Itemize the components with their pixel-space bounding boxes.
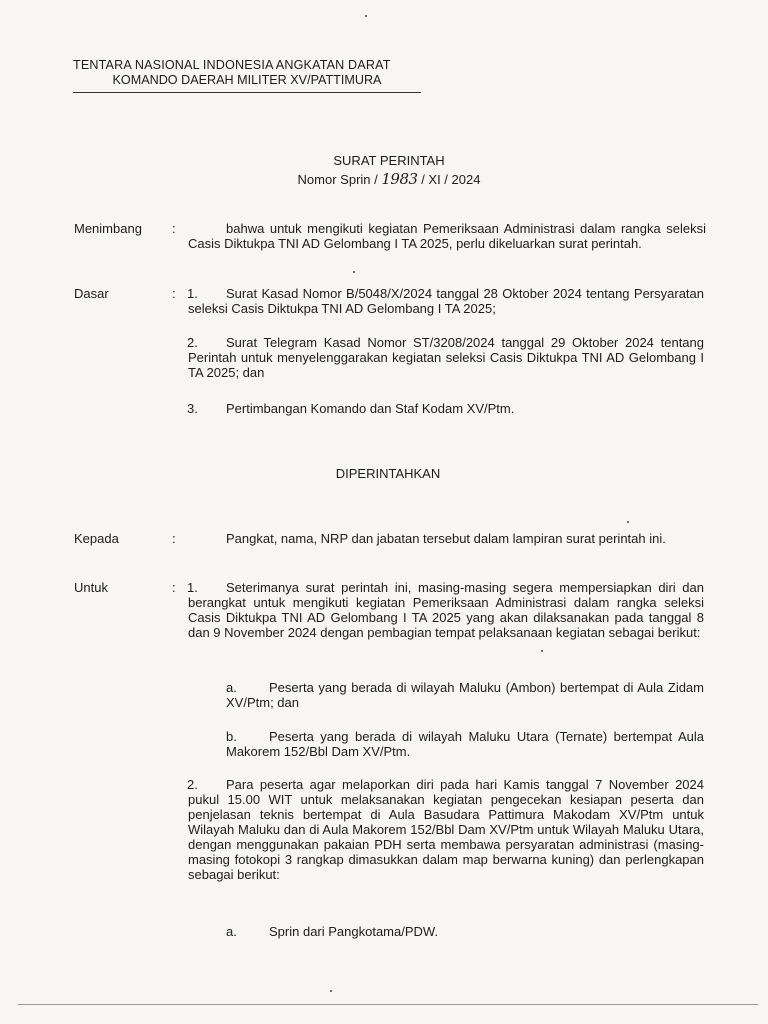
untuk-item-2-sub-a-letter: a. bbox=[226, 924, 237, 939]
untuk-item-1-sub-b-text: Peserta yang berada di wilayah Maluku Utara (Ternate) bertempat Aula Makorem 152/Bbl Dam XV/Ptm. bbox=[226, 729, 704, 759]
untuk-item-1-text: Seterimanya surat perintah ini, masing-masing segera mempersiapkan diri dan berangkat untuk mengikuti kegiatan Pemeriksaan Administrasi dalam rangka seleksi Casis Diktukpa TNI AD Gelombang I TA 2025 yang akan dilaksanakan pada tanggal 8 dan 9 November 2024 dengan pembagian tempat pelaksanaan kegiatan sebagai berikut: bbox=[188, 580, 704, 640]
document-title: SURAT PERINTAH bbox=[333, 153, 445, 168]
untuk-colon: : bbox=[172, 580, 176, 595]
kepada-label: Kepada bbox=[74, 531, 119, 546]
dasar-item-3-number: 3. bbox=[187, 401, 198, 416]
letterhead-line-1: TENTARA NASIONAL INDONESIA ANGKATAN DARAT bbox=[73, 58, 391, 72]
untuk-item-2-number: 2. bbox=[187, 777, 198, 792]
untuk-item-1-sub-b-letter: b. bbox=[226, 729, 237, 744]
dasar-item-2-text: Surat Telegram Kasad Nomor ST/3208/2024 tanggal 29 Oktober 2024 tentang Perintah untuk menyelenggarakan kegiatan seleksi Casis Diktukpa TNI AD Gelombang I TA 2025; dan bbox=[188, 335, 704, 380]
letterhead-underline bbox=[73, 92, 421, 93]
untuk-item-2-sub-a-text: Sprin dari Pangkotama/PDW. bbox=[269, 924, 439, 939]
untuk-item-1-sub-a-text: Peserta yang berada di wilayah Maluku (Ambon) bertempat di Aula Zidam XV/Ptm; dan bbox=[226, 680, 704, 710]
dasar-item-1-number: 1. bbox=[187, 286, 198, 301]
scan-speck bbox=[541, 650, 543, 652]
number-prefix: Nomor Sprin / bbox=[297, 172, 378, 187]
handwritten-number: 1983 bbox=[381, 170, 418, 188]
letterhead-line-2: KOMANDO DAERAH MILITER XV/PATTIMURA bbox=[112, 73, 382, 87]
letterhead bbox=[73, 58, 421, 93]
menimbang-colon: : bbox=[172, 221, 176, 236]
dasar-label: Dasar bbox=[74, 286, 109, 301]
menimbang-text: bahwa untuk mengikuti kegiatan Pemeriksaan Administrasi dalam rangka seleksi Casis Diktukpa TNI AD Gelombang I TA 2025, perlu dikeluarkan surat perintah. bbox=[188, 221, 706, 251]
untuk-item-1-number: 1. bbox=[187, 580, 198, 595]
number-suffix: / XI / 2024 bbox=[421, 172, 481, 187]
document-number bbox=[0, 170, 768, 188]
scan-speck bbox=[365, 15, 367, 17]
untuk-item-2-text: Para peserta agar melaporkan diri pada hari Kamis tanggal 7 November 2024 pukul 15.00 WIT untuk melaksanakan kegiatan pengecekan kesiapan peserta dan penjelasan teknis bertempat di Aula Basudara Pattimura Makodam XV/Ptm untuk Wilayah Maluku dan di Aula Makorem 152/Bbl Dam XV/Ptm untuk Wilayah Maluku Utara, dengan menggunakan pakaian PDH serta membawa persyaratan administrasi (masing-masing fotokopi 3 rangkap dimasukkan dalam map berwarna kuning) dan perlengkapan sebagai berikut: bbox=[188, 777, 704, 882]
dasar-colon: : bbox=[172, 286, 176, 301]
dasar-item-1-text: Surat Kasad Nomor B/5048/X/2024 tanggal 28 Oktober 2024 tentang Persyaratan seleksi Casis Diktukpa TNI AD Gelombang I TA 2025; bbox=[188, 286, 704, 316]
menimbang-label: Menimbang bbox=[74, 221, 142, 236]
scan-speck bbox=[330, 990, 332, 992]
diperintahkan-heading: DIPERINTAHKAN bbox=[335, 466, 441, 481]
untuk-item-1-sub-a-letter: a. bbox=[226, 680, 237, 695]
scan-edge-line bbox=[18, 1004, 758, 1005]
dasar-item-2-number: 2. bbox=[187, 335, 198, 350]
scan-speck bbox=[627, 521, 629, 523]
kepada-colon: : bbox=[172, 531, 176, 546]
untuk-label: Untuk bbox=[74, 580, 108, 595]
kepada-text: Pangkat, nama, NRP dan jabatan tersebut dalam lampiran surat perintah ini. bbox=[226, 531, 666, 546]
scan-speck bbox=[353, 271, 355, 273]
dasar-item-3-text: Pertimbangan Komando dan Staf Kodam XV/Ptm. bbox=[226, 401, 515, 416]
